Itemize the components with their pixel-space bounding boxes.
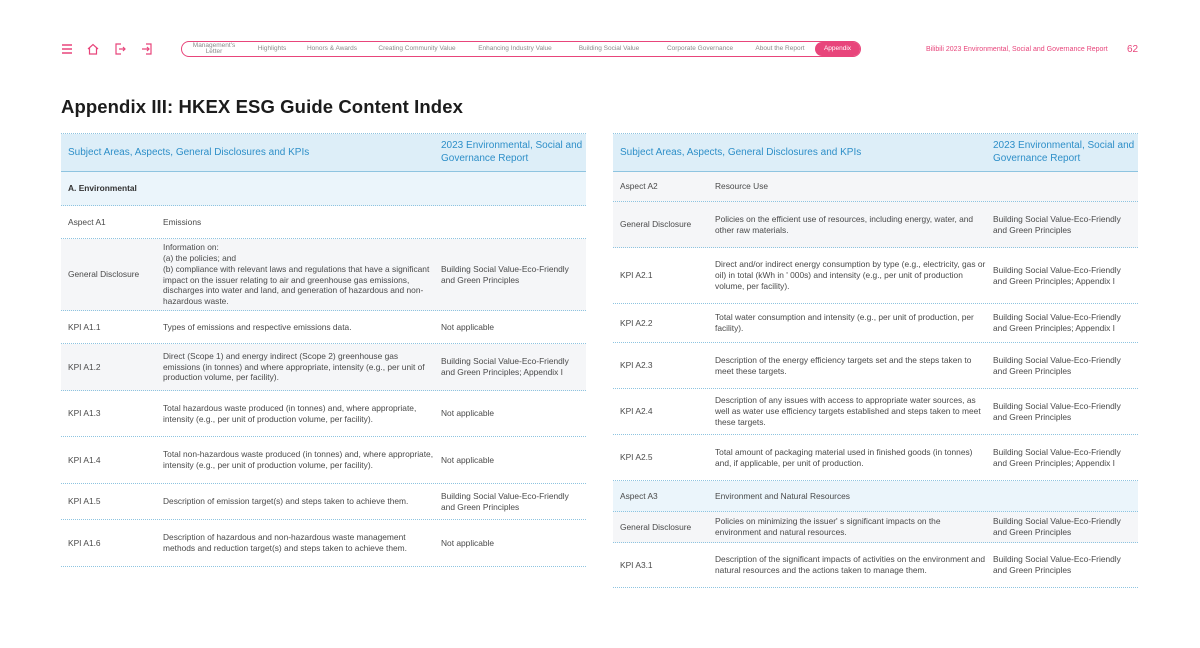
table-row — [61, 437, 586, 484]
cell-item: Aspect A1 — [68, 216, 106, 227]
table-row — [61, 391, 586, 437]
cell-description: Environment and Natural Resources — [715, 490, 850, 501]
cell-item: KPI A1.6 — [68, 537, 101, 548]
table-row — [613, 481, 1138, 512]
cell-description: Total hazardous waste produced (in tonnes) and, where appropriate, intensity (e.g., per unit of production volume, per facility). — [163, 402, 417, 424]
table-row — [613, 343, 1138, 389]
cell-reference: Building Social Value-Eco-Friendly and Green Principles — [441, 263, 569, 285]
table-row — [61, 484, 586, 520]
cell-item: KPI A1.4 — [68, 454, 101, 465]
page-number: 62 — [1127, 44, 1139, 55]
cell-item: Aspect A3 — [620, 490, 658, 501]
section-label: A. Environmental — [68, 183, 137, 194]
cell-reference: Building Social Value-Eco-Friendly and Green Principles; Appendix I — [993, 264, 1121, 286]
cell-description: Description of the significant impacts of activities on the environment and natural resources and the actions taken to manage them. — [715, 554, 985, 575]
cell-item: KPI A2.2 — [620, 317, 653, 328]
section-tabs — [181, 41, 861, 57]
content-index-table-right — [613, 133, 1138, 588]
table-header — [613, 134, 1138, 172]
table-row — [61, 344, 586, 391]
cell-reference: Building Social Value-Eco-Friendly and Green Principles — [993, 354, 1121, 376]
cell-item: KPI A2.4 — [620, 406, 653, 417]
cell-reference: Building Social Value-Eco-Friendly and Green Principles; Appendix I — [993, 312, 1121, 333]
tab-honors-awards[interactable]: Honors & Awards — [306, 44, 358, 52]
cell-description: Description of emission target(s) and steps taken to achieve them. — [163, 496, 409, 507]
table-row — [613, 172, 1138, 202]
table-row — [613, 435, 1138, 481]
header-report: 2023 Environmental, Social and Governance Report — [441, 140, 583, 164]
cell-item: General Disclosure — [68, 269, 140, 280]
content-index-table-left — [61, 133, 586, 567]
cell-item: General Disclosure — [620, 219, 692, 230]
cell-reference: Not applicable — [441, 537, 495, 548]
tab-managements-letter[interactable]: Management's Letter — [192, 41, 236, 55]
cell-item: General Disclosure — [620, 521, 692, 532]
cell-reference: Not applicable — [441, 408, 495, 419]
cell-description: Description of the energy efficiency targets set and the steps taken to meet these targets. — [715, 354, 972, 376]
cell-reference: Building Social Value-Eco-Friendly and Green Principles; Appendix I — [993, 446, 1121, 468]
cell-item: KPI A3.1 — [620, 559, 653, 570]
cell-reference: Building Social Value-Eco-Friendly and Green Principles — [993, 400, 1121, 422]
tab-highlights[interactable]: Highlights — [257, 44, 287, 52]
top-navigation-bar — [0, 38, 1200, 62]
cell-item: KPI A1.3 — [68, 408, 101, 419]
table-row — [61, 206, 586, 239]
table-row — [613, 389, 1138, 435]
cell-description: Description of any issues with access to appropriate water sources, as well as water use efficiency targets established and steps taken to meet these targets. — [715, 395, 981, 427]
report-title: Bilibili 2023 Environmental, Social and Governance Report — [926, 46, 1108, 53]
table-row — [613, 304, 1138, 343]
table-row — [61, 311, 586, 344]
enter-icon[interactable] — [140, 42, 154, 56]
table-row — [61, 520, 586, 567]
section-row — [61, 172, 586, 206]
table-row — [613, 512, 1138, 543]
menu-icon[interactable] — [60, 42, 74, 56]
cell-item: KPI A2.3 — [620, 360, 653, 371]
tab-corporate-governance[interactable]: Corporate Governance — [666, 44, 734, 52]
home-icon[interactable] — [86, 42, 100, 56]
cell-reference: Building Social Value-Eco-Friendly and Green Principles — [993, 516, 1121, 537]
page-title: Appendix III: HKEX ESG Guide Content Index — [61, 96, 463, 117]
cell-reference: Building Social Value-Eco-Friendly and Green Principles — [441, 490, 569, 512]
cell-item: Aspect A2 — [620, 181, 658, 192]
tab-appendix[interactable]: Appendix — [815, 42, 860, 56]
cell-description: Description of hazardous and non-hazardous waste management methods and reduction target(s) and steps taken to achieve them. — [163, 532, 407, 553]
tab-enhancing-industry-value[interactable]: Enhancing Industry Value — [478, 44, 552, 52]
cell-description: Direct and/or indirect energy consumption by type (e.g., electricity, gas or oil) in total (kWh in ' 000s) and intensity (e.g., per unit of production volume, per facility). — [715, 259, 986, 291]
cell-item: KPI A1.2 — [68, 361, 101, 372]
cell-reference: Not applicable — [441, 454, 495, 465]
header-subject-areas: Subject Areas, Aspects, General Disclosures and KPIs — [68, 147, 310, 158]
tab-creating-community-value[interactable]: Creating Community Value — [378, 44, 456, 52]
cell-description: Emissions — [163, 216, 202, 227]
cell-item: KPI A2.5 — [620, 452, 653, 463]
cell-description: Total water consumption and intensity (e.g., per unit of production, per facility). — [715, 312, 974, 333]
cell-reference: Building Social Value-Eco-Friendly and Green Principles — [993, 554, 1121, 575]
tab-about-the-report[interactable]: About the Report — [755, 44, 805, 52]
cell-description: Total non-hazardous waste produced (in tonnes) and, where appropriate, intensity (e.g., per unit of production volume, per facility). — [163, 449, 434, 470]
cell-reference: Not applicable — [441, 321, 495, 332]
table-row — [61, 239, 586, 311]
cell-item: KPI A1.5 — [68, 496, 101, 507]
cell-reference: Building Social Value-Eco-Friendly and Green Principles — [993, 213, 1121, 235]
header-subject-areas: Subject Areas, Aspects, General Disclosures and KPIs — [620, 147, 862, 158]
cell-description: Types of emissions and respective emissions data. — [163, 321, 352, 332]
table-row — [613, 248, 1138, 304]
cell-item: KPI A2.1 — [620, 270, 653, 281]
cell-description: Information on: (a) the policies; and (b) compliance with relevant laws and regulations that have a significant impact on the issuer relating to air and greenhouse gas emissions, discharges into water and land, and generation of hazardous and non-hazardous waste. — [163, 242, 430, 307]
table-header — [61, 134, 586, 172]
cell-item: KPI A1.1 — [68, 321, 101, 332]
cell-description: Policies on minimizing the issuer' s significant impacts on the environment and natural resources. — [715, 516, 941, 537]
cell-description: Direct (Scope 1) and energy indirect (Scope 2) greenhouse gas emissions (in tonnes) and where appropriate, intensity (e.g., per unit of production volume, per facility). — [163, 350, 425, 383]
table-row — [613, 543, 1138, 588]
cell-description: Policies on the efficient use of resources, including energy, water, and other raw materials. — [715, 213, 974, 235]
cell-description: Total amount of packaging material used in finished goods (in tonnes) and, if applicable, per unit of production. — [715, 446, 973, 468]
tab-building-social-value[interactable]: Building Social Value — [578, 44, 640, 52]
cell-reference: Building Social Value-Eco-Friendly and Green Principles; Appendix I — [441, 356, 569, 377]
table-row — [613, 202, 1138, 248]
cell-description: Resource Use — [715, 181, 769, 192]
exit-icon[interactable] — [113, 42, 127, 56]
header-report: 2023 Environmental, Social and Governance Report — [993, 140, 1135, 164]
